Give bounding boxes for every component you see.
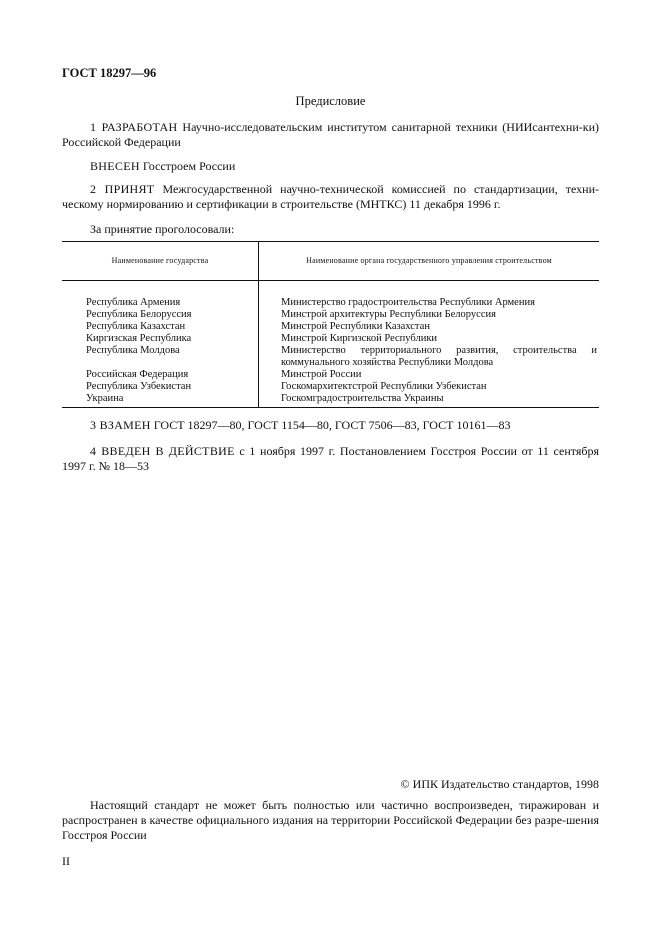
state-cell: Российская Федерация	[62, 369, 259, 381]
body-cell: Минстрой Республики Казахстан	[281, 321, 430, 332]
state-cell: Киргизская Республика	[62, 333, 259, 345]
paragraph-introduced-text: Госстроем России	[139, 159, 236, 173]
paragraph-replaces	[62, 418, 599, 433]
column-header-body: Наименование органа государственного управления строительством	[259, 242, 600, 281]
paragraph-introduced	[62, 159, 599, 174]
foreword-title: Предисловие	[295, 94, 366, 108]
paragraph-replaces-text: ГОСТ 18297—80, ГОСТ 1154—80, ГОСТ 7506—83, ГОСТ 10161—83	[150, 418, 511, 432]
gost-identifier: ГОСТ 18297—96	[62, 66, 157, 80]
paragraph-developed-text: Научно-исследовательским институтом санитарной техники (НИИсантехни-ки) Российской Федерации	[62, 120, 599, 149]
page-number: II	[62, 854, 70, 868]
table-row	[62, 333, 599, 345]
paragraph-effective-text: с 1 ноября 1997 г. Постановлением Госстроя России от 11 сентября 1997 г. № 18—53	[62, 444, 599, 473]
table-row	[62, 345, 599, 369]
paragraph-developed-lead: 1 РАЗРАБОТАН	[90, 120, 178, 134]
table-row	[62, 309, 599, 321]
copyright-line: © ИПК Издательство стандартов, 1998	[400, 777, 599, 791]
voted-label: За принятие проголосовали:	[90, 222, 235, 236]
body-cell: Минстрой Киргизской Республики	[281, 333, 438, 344]
paragraph-adopted-text: Межгосударственной научно-технической комиссией по стандартизации, техни-ческому нормированию и сертификации в строительстве (МНТКС) 11 декабря 1996 г.	[62, 182, 599, 211]
state-cell: Республика Армения	[62, 297, 259, 309]
paragraph-effective	[62, 444, 599, 474]
table-row	[62, 393, 599, 408]
table-row	[62, 321, 599, 333]
body-cell: Госкомархитектстрой Республики Узбекистан	[281, 381, 487, 392]
table-row	[62, 297, 599, 309]
state-cell: Республика Молдова	[62, 345, 259, 369]
column-header-state: Наименование государства	[62, 242, 259, 281]
paragraph-replaces-lead: 3 ВЗАМЕН	[90, 418, 151, 432]
table-spacer-row	[62, 281, 599, 298]
state-cell: Украина	[62, 393, 259, 408]
state-cell: Республика Белоруссия	[62, 309, 259, 321]
state-cell: Республика Узбекистан	[62, 381, 259, 393]
table-row	[62, 369, 599, 381]
body-cell: Министерство территориального развития, строительства и коммунального хозяйства Республики Молдова	[281, 345, 597, 368]
paragraph-effective-lead: 4 ВВЕДЕН В ДЕЙСТВИЕ	[90, 444, 235, 458]
paragraph-adopted	[62, 182, 599, 212]
state-cell: Республика Казахстан	[62, 321, 259, 333]
body-cell: Минстрой России	[281, 369, 362, 380]
reproduction-notice: Настоящий стандарт не может быть полностью или частично воспроизведен, тиражирован и распространен в качестве официального издания на территории Российской Федерации без разре-шения Госстроя России	[62, 798, 599, 842]
table-row	[62, 381, 599, 393]
states-table	[62, 241, 599, 408]
body-cell: Госкомградостроительства Украины	[259, 393, 600, 408]
table-header-row	[62, 242, 599, 281]
paragraph-developed	[62, 120, 599, 150]
body-cell: Минстрой архитектуры Республики Белоруссия	[281, 309, 496, 320]
body-cell: Министерство градостроительства Республики Армения	[281, 297, 535, 308]
paragraph-adopted-lead: 2 ПРИНЯТ	[90, 182, 155, 196]
paragraph-introduced-lead: ВНЕСЕН	[90, 159, 140, 173]
